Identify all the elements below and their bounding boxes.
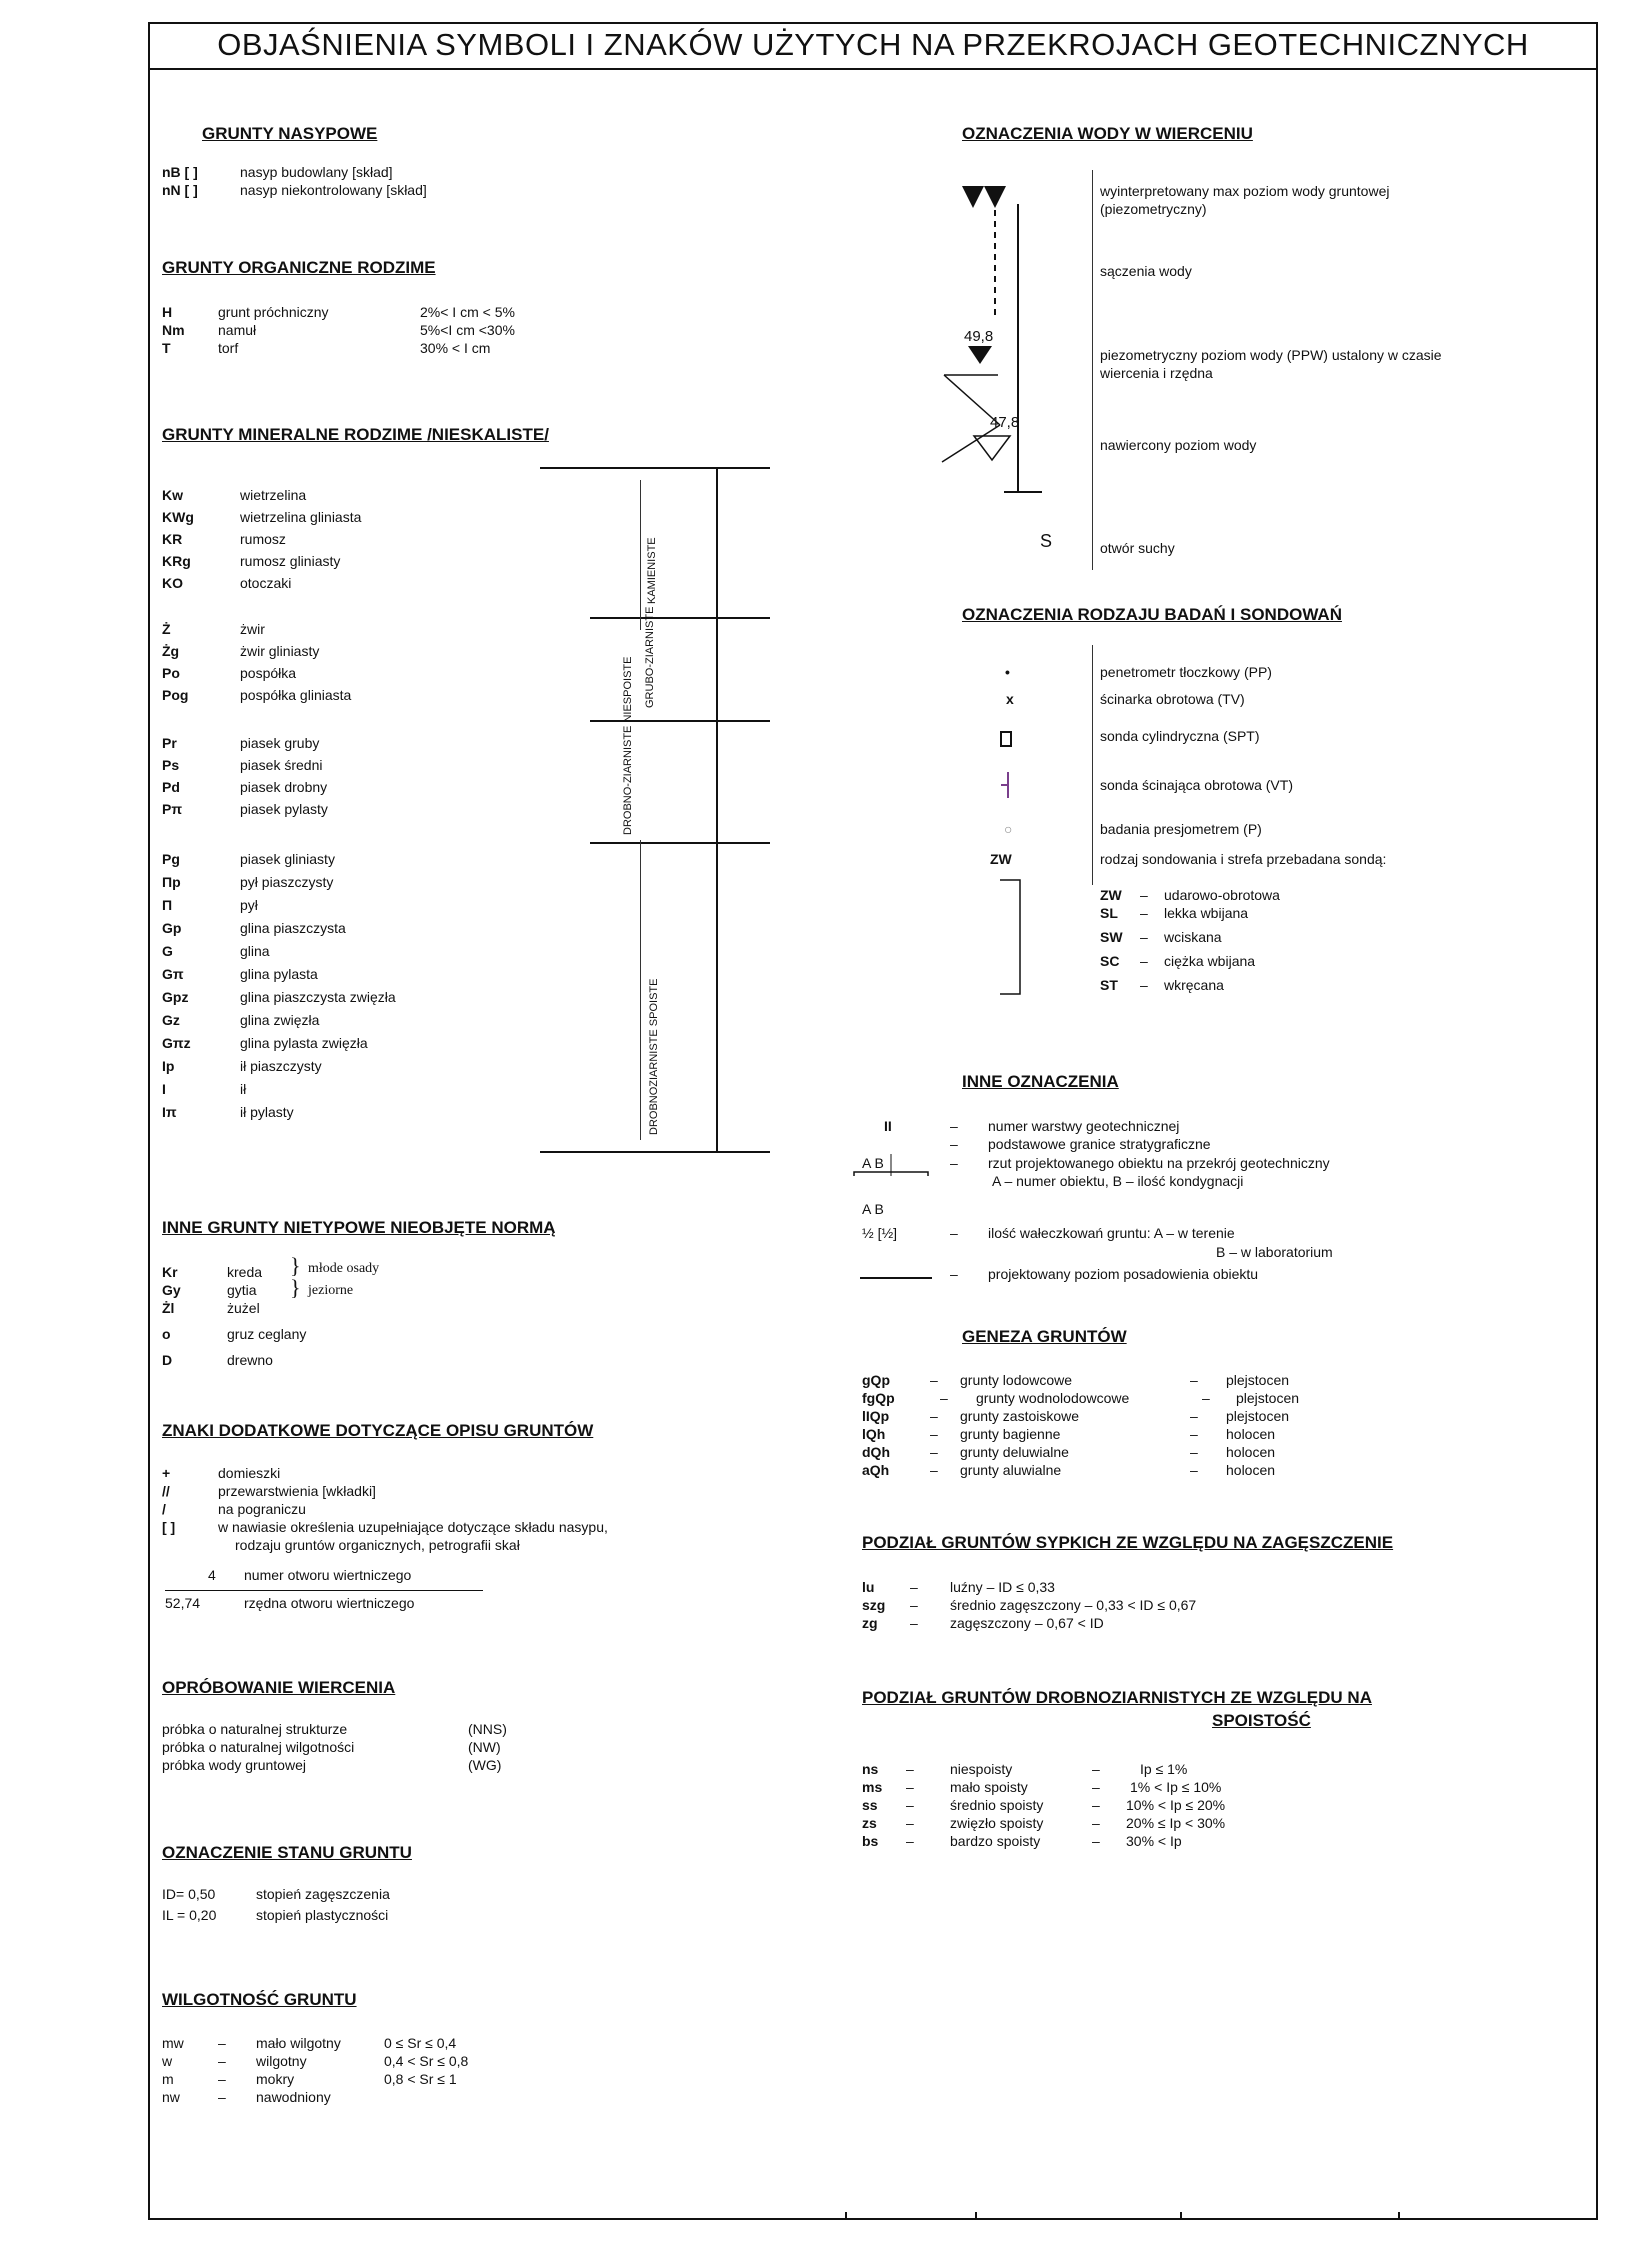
dash: – [950,1225,958,1241]
group-divider [590,617,770,619]
frame-tick [1398,2212,1400,2220]
symbol: Kw [162,487,183,503]
symbol: mw [162,2035,184,2051]
sample-code: (WG) [468,1757,502,1773]
description: numer warstwy geotechnicznej [988,1118,1180,1134]
description: piasek pylasty [240,801,328,817]
symbol: w [162,2053,173,2069]
dash: – [910,1615,918,1631]
dash: – [1190,1426,1198,1442]
torvane-icon: x [1006,691,1014,707]
ab-label: A B [862,1201,884,1217]
sounding-code: SW [1100,929,1123,945]
heading-oprobowanie: OPRÓBOWANIE WIERCENIA [162,1678,396,1697]
heading-spoiste-line2: SPOISTOŚĆ [1212,1711,1311,1730]
drilled-water-level-icon [974,436,1010,460]
dash: – [1190,1462,1198,1478]
dash: – [906,1815,914,1831]
heading-stan-gruntu: OZNACZENIE STANU GRUNTU [162,1843,412,1862]
description: wietrzelina gliniasta [240,509,362,525]
symbol: Π [162,897,173,913]
borehole-number: 4 [208,1567,216,1583]
description: glina piaszczysta [240,920,346,936]
description: pył piaszczysty [240,874,334,890]
description: glina [240,943,270,959]
description: glina zwięzła [240,1012,320,1028]
dash: – [950,1155,958,1171]
age: plejstocen [1226,1408,1290,1424]
description: ił [240,1081,247,1097]
description: glina pylasta [240,966,318,982]
range: 5%<I cm <30% [420,322,515,338]
description: podstawowe granice stratygraficzne [988,1136,1211,1152]
dash: – [1092,1797,1100,1813]
dash: – [218,2071,226,2087]
symbol: // [162,1483,170,1499]
borehole-number-desc: numer otworu wiertniczego [244,1567,412,1583]
state-desc: stopień plastyczności [256,1907,389,1923]
heading-woda: OZNACZENIA WODY W WIERCENIU [962,124,1253,143]
description: mało spoisty [950,1779,1028,1795]
symbol: Pg [162,851,180,867]
description: pył [240,897,258,913]
description: niespoisty [950,1761,1013,1777]
description: wilgotny [256,2053,307,2069]
sounding-zone-bracket [1000,878,1024,998]
description: rumosz gliniasty [240,553,341,569]
symbol: Pd [162,779,180,795]
test-desc: ścinarka obrotowa (TV) [1100,691,1245,707]
water-symbols-graphic [940,170,1080,560]
sounding-code: SL [1100,905,1118,921]
sample-code: (NW) [468,1739,501,1755]
dash: – [906,1797,914,1813]
dash: – [1190,1372,1198,1388]
dash: – [1140,929,1148,945]
description: luźny – ID ≤ 0,33 [950,1579,1055,1595]
symbol: Pog [162,687,189,703]
water-separator [1092,170,1093,570]
layer-number-symbol: II [884,1118,892,1134]
range: 0 ≤ Sr ≤ 0,4 [384,2035,457,2051]
heading-znaki-dodatkowe: ZNAKI DODATKOWE DOTYCZĄCE OPISU GRUNTÓW [162,1421,594,1440]
symbol: ns [862,1761,879,1777]
heading-wilgotnosc: WILGOTNOŚĆ GRUNTU [162,1990,357,2009]
symbol: T [162,340,171,356]
dash: – [950,1266,958,1282]
symbol: Iπ [162,1104,177,1120]
test-desc: badania presjometrem (P) [1100,821,1262,837]
age: plejstocen [1226,1372,1290,1388]
dash: – [910,1579,918,1595]
dash: – [1202,1390,1210,1406]
state-symbol: IL = 0,20 [162,1907,217,1923]
description: grunty bagienne [960,1426,1061,1442]
range: 1% < Ip ≤ 10% [1130,1779,1222,1795]
fraction-line [165,1590,483,1591]
symbol: ms [862,1779,883,1795]
description: glina pylasta zwięzła [240,1035,368,1051]
symbol: KRg [162,553,191,569]
description: otoczaki [240,575,292,591]
dash: – [940,1390,948,1406]
symbol: G [162,943,173,959]
dash: – [1140,953,1148,969]
description: średnio spoisty [950,1797,1044,1813]
foundation-level-line [860,1277,932,1279]
symbol: / [162,1501,166,1517]
symbol: [ ] [162,1519,176,1535]
description: projektowany poziom posadowienia obiektu [988,1266,1259,1282]
symbol: Ps [162,757,180,773]
description: grunty deluwialne [960,1444,1069,1460]
group-label-gruboziarniste: GRUBO-ZIARNISTE [644,606,656,708]
symbol: Pπ [162,801,183,817]
range: 2%< I cm < 5% [420,304,515,320]
description: żwir [240,621,265,637]
description: zwięzło spoisty [950,1815,1044,1831]
dash: – [950,1136,958,1152]
age: plejstocen [1236,1390,1300,1406]
symbol: D [162,1352,173,1368]
piezometric-elevation: 49,8 [964,328,994,345]
symbol: dQh [862,1444,890,1460]
description: grunty aluwialne [960,1462,1062,1478]
max-water-level-icon [962,186,984,208]
brace-icon: } [290,1253,301,1278]
range: Ip ≤ 1% [1140,1761,1188,1777]
group-divider [590,842,770,844]
symbol: Gpz [162,989,189,1005]
description: zagęszczony – 0,67 < ID [950,1615,1104,1631]
symbol: Pr [162,735,177,751]
group-bracket [716,467,718,1153]
dash: – [1092,1815,1100,1831]
description: na pograniczu [218,1501,306,1517]
group-label-drobnoziarniste-spoiste: DROBNOZIARNISTE SPOISTE [648,978,660,1135]
water-desc: (piezometryczny) [1100,201,1207,217]
description: ił pylasty [240,1104,294,1120]
state-symbol: ID= 0,50 [162,1886,216,1902]
description: nasyp budowlany [skład] [240,164,393,180]
range: 0,4 < Sr ≤ 0,8 [384,2053,469,2069]
symbol: gQp [862,1372,890,1388]
description: drewno [227,1352,273,1368]
symbol: KWg [162,509,194,525]
symbol: m [162,2071,174,2087]
symbol: I [162,1081,166,1097]
description: piasek średni [240,757,323,773]
description: rumosz [240,531,286,547]
page-title: OBJAŚNIENIA SYMBOLI I ZNAKÓW UŻYTYCH NA PRZEKROJACH GEOTECHNICZNYCH [217,27,1529,62]
water-desc: sączenia wody [1100,263,1192,279]
dash: – [1140,977,1148,993]
state-desc: stopień zagęszczenia [256,1886,390,1902]
description: piasek gruby [240,735,320,751]
symbol: KR [162,531,183,547]
heading-nietypowe: INNE GRUNTY NIETYPOWE NIEOBJĘTE NORMĄ [162,1218,556,1237]
heading-organiczne: GRUNTY ORGANICZNE RODZIME [162,258,436,277]
symbol: lu [862,1579,875,1595]
frame-tick [845,2212,847,2220]
group-divider [590,720,770,722]
symbol: lQh [862,1426,886,1442]
description-continuation: A – numer obiektu, B – ilość kondygnacji [992,1173,1244,1189]
description: w nawiasie określenia uzupełniające dotyczące składu nasypu, [218,1519,608,1535]
symbol: o [162,1326,171,1342]
borehole-elevation: 52,74 [165,1595,201,1611]
sounding-desc: ciężka wbijana [1164,953,1256,969]
symbol: nN [ ] [162,182,198,198]
pressuremeter-icon: ○ [1004,821,1013,837]
drilled-elevation: 47,8 [990,414,1020,431]
symbol: Gy [162,1282,181,1298]
dash: – [218,2053,226,2069]
sample-desc: próbka wody gruntowej [162,1757,306,1773]
water-desc: otwór suchy [1100,540,1175,556]
description: namuł [218,322,257,338]
symbol: lIQp [862,1408,890,1424]
symbol: Ip [162,1058,175,1074]
symbol: Żg [162,643,180,659]
building-projection-frame [852,1150,932,1178]
description: nawodniony [256,2089,331,2105]
pocket-penetrometer-icon: • [1005,664,1010,680]
dash: – [930,1444,938,1460]
description: piasek drobny [240,779,328,795]
heading-badania: OZNACZENIA RODZAJU BADAŃ I SONDOWAŃ [962,605,1342,624]
description: przewarstwienia [wkładki] [218,1483,376,1499]
description-continuation: B – w laboratorium [1216,1244,1333,1260]
range: 0,8 < Sr ≤ 1 [384,2071,457,2087]
dash: – [930,1462,938,1478]
dash: – [1092,1779,1100,1795]
max-water-level-icon [984,186,1006,208]
heading-nasypowe: GRUNTY NASYPOWE [202,124,378,143]
dash: – [906,1779,914,1795]
spt-icon [1000,731,1012,747]
range: 30% < Ip [1126,1833,1182,1849]
symbol: ss [862,1797,878,1813]
description: grunty zastoiskowe [960,1408,1080,1424]
range: 10% < Ip ≤ 20% [1126,1797,1226,1813]
symbol: Żl [162,1300,175,1316]
dash: – [906,1833,914,1849]
description: grunt próchniczny [218,304,329,320]
heading-geneza: GENEZA GRUNTÓW [962,1327,1127,1346]
symbol: Ż [162,621,171,637]
title-bar [148,22,1598,70]
dash: – [910,1597,918,1613]
water-desc: piezometryczny poziom wody (PPW) ustalony w czasie [1100,347,1442,363]
group-divider [540,467,770,469]
description: rzut projektowanego obiektu na przekrój geotechniczny [988,1155,1330,1171]
symbol: KO [162,575,183,591]
note-jeziorne: jeziorne [308,1283,354,1298]
sounding-type-symbol: ZW [990,851,1012,867]
symbol: Gπ [162,966,184,982]
description: żużel [227,1300,260,1316]
dash: – [1140,887,1148,903]
sounding-desc: udarowo-obrotowa [1164,887,1280,903]
symbol: Πp [162,874,181,890]
symbol: zg [862,1615,878,1631]
dash: – [1092,1833,1100,1849]
description: gruz ceglany [227,1326,307,1342]
note-mlode-osady: młode osady [308,1261,380,1276]
sample-code: (NNS) [468,1721,507,1737]
description: mokry [256,2071,295,2087]
test-desc: sonda cylindryczna (SPT) [1100,728,1260,744]
age: holocen [1226,1426,1276,1442]
symbol: + [162,1465,171,1481]
building-projection-icon: A B [862,1155,884,1171]
test-desc: sonda ścinająca obrotowa (VT) [1100,777,1293,793]
dash: – [930,1408,938,1424]
symbol: aQh [862,1462,890,1478]
piezometric-level-icon [968,346,992,364]
description: domieszki [218,1465,281,1481]
description: nasyp niekontrolowany [skład] [240,182,427,198]
dash: – [218,2035,226,2051]
age: holocen [1226,1462,1276,1478]
sample-desc: próbka o naturalnej wilgotności [162,1739,355,1755]
heading-spoiste-line1: PODZIAŁ GRUNTÓW DROBNOZIARNISTYCH ZE WZGLĘDU NA [862,1688,1372,1707]
description: średnio zagęszczony – 0,33 < ID ≤ 0,67 [950,1597,1197,1613]
dash: – [1092,1761,1100,1777]
symbol: Gp [162,920,182,936]
description: grunty wodnolodowcowe [976,1390,1130,1406]
group-label-drobnoziarniste-niespoiste: DROBNO-ZIARNISTE NIESPOISTE [622,656,634,835]
symbol: Gz [162,1012,180,1028]
description: pospółka [240,665,297,681]
group-label-line [640,480,641,630]
tests-separator [1092,645,1093,885]
dash: – [1190,1408,1198,1424]
water-desc: nawiercony poziom wody [1100,437,1257,453]
dry-hole-symbol: S [1040,531,1053,551]
test-desc: penetrometr tłoczkowy (PP) [1100,664,1272,680]
description: mało wilgotny [256,2035,341,2051]
sample-desc: próbka o naturalnej strukturze [162,1721,348,1737]
symbol: Kr [162,1264,178,1280]
rolling-count-symbol: ½ [½] [862,1225,898,1241]
water-desc: wyinterpretowany max poziom wody gruntowej [1100,183,1390,199]
dash: – [930,1372,938,1388]
group-divider [540,1151,770,1153]
dash: – [950,1118,958,1134]
sounding-desc: wkręcana [1164,977,1224,993]
description: gytia [227,1282,257,1298]
group-label-line [640,840,641,1140]
dash: – [218,2089,226,2105]
description: piasek gliniasty [240,851,335,867]
group-label-kamieniste: KAMIENISTE [646,537,658,604]
vane-test-icon [1000,772,1016,798]
water-desc: wiercenia i rzędna [1100,365,1213,381]
frame-tick [975,2212,977,2220]
sounding-code: ZW [1100,887,1122,903]
description: wietrzelina [240,487,307,503]
sounding-desc: wciskana [1164,929,1222,945]
description: grunty lodowcowe [960,1372,1073,1388]
dash: – [1140,905,1148,921]
test-desc: rodzaj sondowania i strefa przebadana sondą: [1100,851,1387,867]
description: żwir gliniasty [240,643,320,659]
dash: – [1190,1444,1198,1460]
description: pospółka gliniasta [240,687,352,703]
description: glina piaszczysta zwięzła [240,989,396,1005]
age: holocen [1226,1444,1276,1460]
symbol: Gπz [162,1035,191,1051]
symbol: Nm [162,322,185,338]
symbol: szg [862,1597,886,1613]
heading-sypkie: PODZIAŁ GRUNTÓW SYPKICH ZE WZGLĘDU NA ZAGĘSZCZENIE [862,1533,1394,1552]
symbol: nw [162,2089,180,2105]
heading-inne-oznaczenia: INNE OZNACZENIA [962,1072,1119,1091]
sounding-code: SC [1100,953,1120,969]
description: kreda [227,1264,263,1280]
description: ilość wałeczkowań gruntu: A – w terenie [988,1225,1235,1241]
description: ił piaszczysty [240,1058,322,1074]
sounding-code: ST [1100,977,1118,993]
range: 20% ≤ Ip < 30% [1126,1815,1226,1831]
dash: – [930,1426,938,1442]
symbol: nB [ ] [162,164,198,180]
range: 30% < I cm [420,340,491,356]
description-continuation: rodzaju gruntów organicznych, petrografii skał [235,1537,520,1553]
heading-mineralne: GRUNTY MINERALNE RODZIME /NIESKALISTE/ [162,425,549,444]
sounding-desc: lekka wbijana [1164,905,1249,921]
description: torf [218,340,239,356]
symbol: zs [862,1815,877,1831]
brace-icon: } [290,1275,301,1300]
frame-tick [1180,2212,1182,2220]
symbol: H [162,304,173,320]
dash: – [906,1761,914,1777]
symbol: bs [862,1833,879,1849]
description: bardzo spoisty [950,1833,1041,1849]
borehole-elevation-desc: rzędna otworu wiertniczego [244,1595,415,1611]
symbol: fgQp [862,1390,895,1406]
symbol: Po [162,665,180,681]
